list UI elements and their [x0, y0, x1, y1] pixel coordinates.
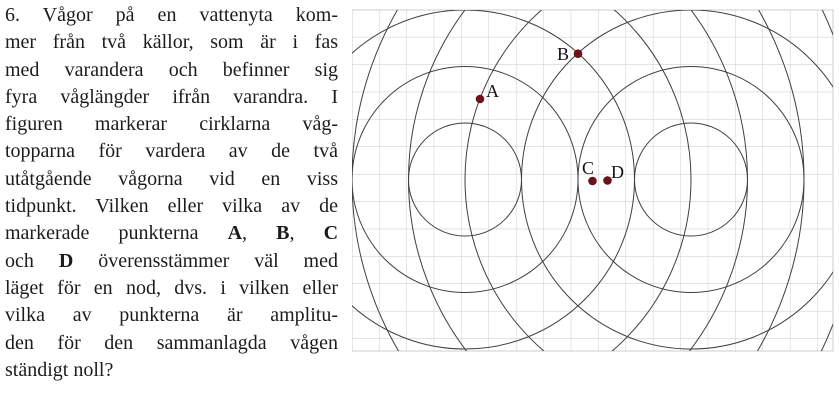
text-segment: ,: [242, 222, 277, 245]
problem-line-3: [5, 57, 338, 84]
problem-line-4: [5, 84, 338, 111]
text-segment: topparna för vardera av de två: [5, 140, 338, 163]
text-segment: läget för en nod, dvs. i vilken eller: [5, 276, 338, 299]
problem-line-9: [5, 220, 338, 247]
problem-line-6: [5, 138, 338, 165]
text-segment: den för den sammanlagda vågen: [5, 331, 338, 354]
problem-statement: [5, 2, 338, 384]
problem-line-13: [5, 330, 338, 357]
point-name-D: D: [58, 249, 74, 272]
text-segment: och: [5, 249, 59, 272]
text-segment: markerade punkterna: [5, 222, 228, 245]
point-D-label: D: [611, 162, 624, 182]
text-segment: fyra våglängder ifrån varandra. I: [5, 85, 338, 108]
text-segment: ,: [289, 222, 324, 245]
problem-line-7: [5, 166, 338, 193]
point-A-label: A: [486, 81, 499, 101]
point-C-label: C: [582, 158, 595, 178]
problem-line-8: [5, 193, 338, 220]
problem-line-5: [5, 111, 338, 138]
text-segment: ständigt noll?: [5, 358, 114, 381]
problem-line-2: [5, 29, 338, 56]
point-name-A: A: [227, 222, 243, 245]
problem-line-12: [5, 302, 338, 329]
point-B-label: B: [557, 44, 570, 64]
problem-line-11: [5, 275, 338, 302]
text-segment: figuren markerar cirklarna våg-: [5, 113, 338, 136]
text-segment: tidpunkt. Vilken eller vilka av de: [5, 195, 338, 218]
text-segment: med varandera och befinner sig: [5, 58, 338, 81]
point-A-dot: [476, 95, 485, 104]
point-B-dot: [574, 49, 583, 58]
point-name-B: B: [276, 222, 290, 245]
text-segment: 6. Vågor på en vattenyta kom-: [5, 4, 338, 26]
text-segment: utåtgående vågorna vid en viss: [5, 167, 338, 190]
problem-line-1: [5, 2, 338, 29]
problem-line-14: [5, 357, 338, 384]
text-segment: vilka av punkterna är amplitu-: [5, 304, 338, 327]
text-segment: mer från två källor, som är i fas: [5, 31, 338, 54]
text-segment: överensstämmer väl med: [73, 249, 338, 272]
problem-line-10: [5, 248, 338, 275]
point-name-C: C: [323, 222, 339, 245]
interference-pattern-figure: [352, 8, 839, 352]
